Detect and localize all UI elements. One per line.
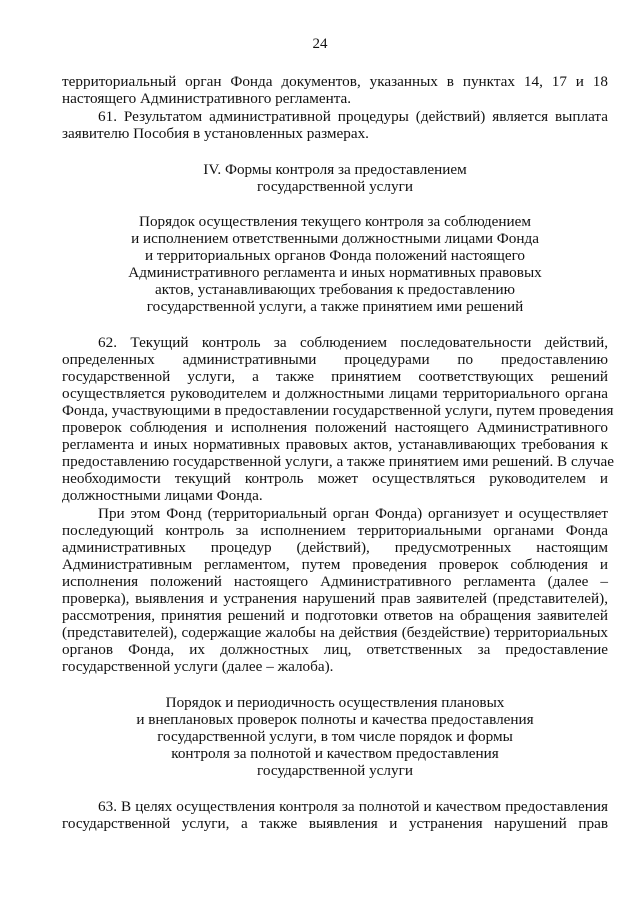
text-line: территориальный орган Фонда документов, указанных в пунктах 14, 17 и 18 (62, 73, 608, 90)
text-line: необходимости текущий контроль может осуществляться руководителем и (62, 470, 608, 487)
text-line: административных процедур (действий), предусмотренных настоящим (62, 539, 608, 556)
text-line: предоставлению государственной услуги, а также принятием ими решений. В случае (62, 453, 615, 470)
text-line: При этом Фонд (территориальный орган Фонда) организует и осуществляет (98, 505, 608, 522)
subheading-line: государственной услуги, в том числе порядок и формы (157, 728, 513, 745)
text-line: определенных административными процедурами по предоставлению (62, 351, 608, 368)
subheading-line: актов, устанавливающих требования к предоставлению (155, 281, 515, 298)
subheading-line: и исполнением ответственными должностными лицами Фонда (131, 230, 539, 247)
text-line: регламента и иных нормативных правовых актов, устанавливающих требования к (62, 436, 608, 453)
text-line: осуществляется руководителем и должностными лицами территориального органа (62, 385, 608, 402)
text-line: настоящего Административного регламента. (62, 90, 352, 107)
text-line: заявителю Пособия в установленных размерах. (62, 125, 369, 142)
subheading-line: государственной услуги, а также принятием ими решений (146, 298, 524, 315)
subheading-line: и территориальных органов Фонда положений настоящего (144, 247, 526, 264)
subheading-line: Порядок осуществления текущего контроля за соблюдением (138, 213, 532, 230)
text-line: Административным регламентом, путем проведения проверок соблюдения и (62, 556, 608, 573)
text-line: Фонда, участвующими в предоставлении государственной услуги, путем проведения (62, 402, 614, 419)
heading-line: IV. Формы контроля за предоставлением (203, 161, 467, 178)
text-line: (представителей), содержащие жалобы на действия (бездействие) территориальных (62, 624, 608, 641)
text-line: проверка), выявления и устранения нарушений прав заявителей (представителей), (62, 590, 608, 607)
subheading-line: Административного регламента и иных нормативных правовых (128, 264, 542, 281)
text-line: органов Фонда, их должностных лиц, ответственных за предоставление (62, 641, 608, 658)
text-line: государственной услуги (далее – жалоба). (62, 658, 334, 675)
text-line: проверок соблюдения и исполнения положений настоящего Административного (62, 419, 608, 436)
text-line: должностными лицами Фонда. (62, 487, 263, 504)
text-line: государственной услуги, а также принятием соответствующих решений (62, 368, 608, 385)
subheading-line: контроля за полнотой и качеством предоставления (171, 745, 499, 762)
text-line: 61. Результатом административной процедуры (действий) является выплата (98, 108, 608, 125)
text-line: 63. В целях осуществления контроля за полнотой и качеством предоставления (98, 798, 608, 815)
text-line: исполнения положений настоящего Административного регламента (далее – (62, 573, 608, 590)
text-line: последующий контроль за исполнением территориальными органами Фонда (62, 522, 608, 539)
text-line: государственной услуги, а также выявления и устранения нарушений прав (62, 815, 608, 832)
subheading-line: Порядок и периодичность осуществления плановых (165, 694, 505, 711)
page-number: 24 (312, 36, 328, 52)
subheading-line: государственной услуги (257, 762, 413, 779)
text-line: 62. Текущий контроль за соблюдением последовательности действий, (98, 334, 608, 351)
text-line: рассмотрения, принятия решений и подготовки ответов на обращения заявителей (62, 607, 608, 624)
subheading-line: и внеплановых проверок полноты и качества предоставления (136, 711, 534, 728)
heading-line: государственной услуги (257, 178, 413, 195)
